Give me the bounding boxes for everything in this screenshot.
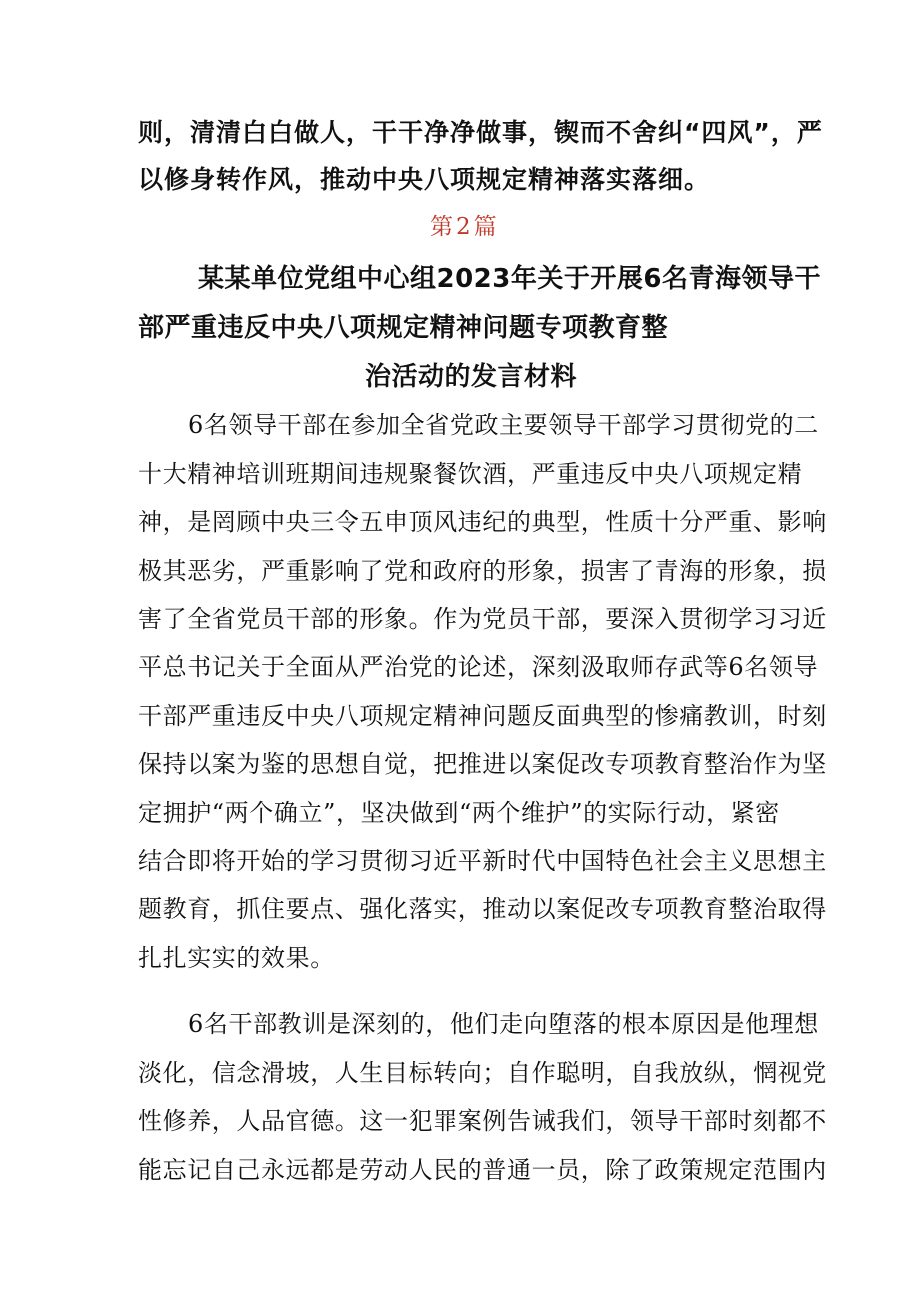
section-marker: 第2篇 xyxy=(430,214,500,240)
paragraph2-line-2: 淡化，信念滑坡，人生目标转向；自作聪明，自我放纵，惘视党 xyxy=(138,1059,827,1087)
paragraph1-line-9: 定拥护“两个确立”，坚决做到“两个维护”的实际行动，紧密 xyxy=(138,799,780,827)
paragraph1-line-11: 题教育，抓住要点、强化落实，推动以案促改专项教育整治取得 xyxy=(138,895,827,923)
paragraph1-line-2: 十大精神培训班期间违规聚餐饮酒，严重违反中央八项规定精 xyxy=(138,460,803,488)
title-line-3: 治活动的发言材料 xyxy=(365,362,578,392)
paragraph1-line-4: 极其恶劣，严重影响了党和政府的形象，损害了青海的形象，损 xyxy=(138,557,827,585)
paragraph1-line-6: 平总书记关于全面从严治党的论述，深刻汲取师存武等6名领导 xyxy=(138,653,819,681)
paragraph1-line-1: 6名领导干部在参加全省党政主要领导干部学习贯彻党的二 xyxy=(188,411,819,439)
paragraph1-line-3: 神，是罔顾中央三令五申顶风违纪的典型，性质十分严重、影响 xyxy=(138,508,827,536)
intro-line-2: 以修身转作风，推动中央八项规定精神落实落细。 xyxy=(138,165,711,194)
paragraph1-line-5: 害了全省党员干部的形象。作为党员干部，要深入贯彻学习习近 xyxy=(138,605,827,633)
paragraph2-line-3: 性修养，人品官德。这一犯罪案例告诫我们，领导干部时刻都不 xyxy=(138,1107,827,1135)
paragraph1-line-10: 结合即将开始的学习贯彻习近平新时代中国特色社会主义思想主 xyxy=(138,847,827,875)
title-line-1: 某某单位党组中心组2023年关于开展6名青海领导干 xyxy=(198,264,821,294)
paragraph2-line-4: 能忘记自己永远都是劳动人民的普通一员，除了政策规定范围内 xyxy=(138,1156,827,1184)
title-line-2: 部严重违反中央八项规定精神问题专项教育整 xyxy=(138,313,669,343)
paragraph1-line-7: 干部严重违反中央八项规定精神问题反面典型的惨痛教训，时刻 xyxy=(138,702,827,730)
paragraph1-line-8: 保持以案为鉴的思想自觉，把推进以案促改专项教育整治作为坚 xyxy=(138,750,827,778)
intro-line-1: 则，清清白白做人，干干净净做事，锲而不舍纠“四风”，严 xyxy=(138,118,823,147)
paragraph2-line-1: 6名干部教训是深刻的，他们走向堕落的根本原因是他理想 xyxy=(188,1010,819,1038)
paragraph1-line-12: 扎扎实实的效果。 xyxy=(138,944,335,972)
